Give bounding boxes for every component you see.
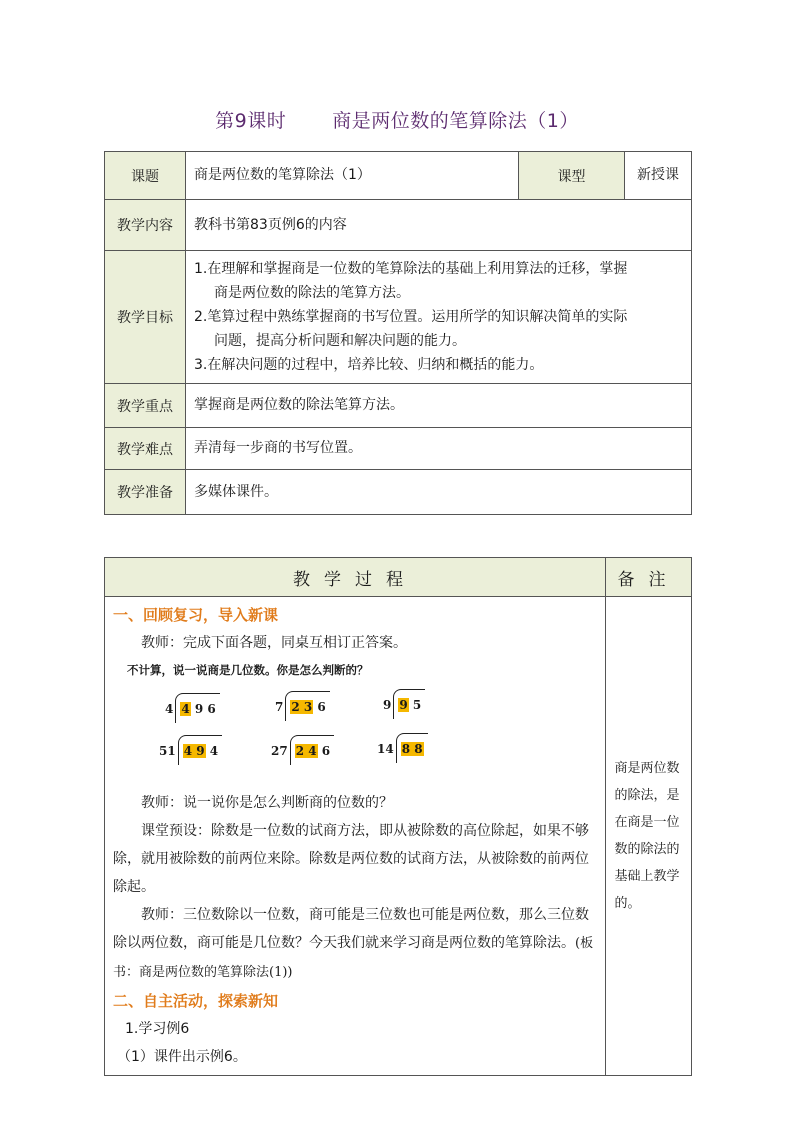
topic-value: 商是两位数的笔算除法（1）: [186, 152, 519, 200]
remark-cell: [606, 597, 692, 1076]
lesson-info-table: [104, 151, 692, 515]
division-problem: 4 4 9 6: [165, 693, 220, 723]
goals-list: [186, 251, 692, 384]
paragraph: 教师：完成下面各题，同桌互相订正答案。: [141, 635, 407, 651]
lesson-number: 第9课时: [215, 110, 287, 132]
content-value: 教科书第83页例6的内容: [186, 200, 692, 251]
topic-label: 课题: [105, 152, 186, 200]
division-exercises: [127, 679, 595, 789]
difficulty-label: 教学难点: [105, 428, 186, 470]
division-problem: 14 8 8: [377, 733, 428, 763]
section-explore: 二、自主活动，探索新知: [113, 992, 279, 1010]
key-label: 教学重点: [105, 384, 186, 428]
goal-line: 1.在理解和掌握商是一位数的笔算除法的基础上利用算法的迁移，掌握: [194, 261, 628, 277]
type-value: 新授课: [625, 152, 692, 200]
division-problem: 7 2 3 6: [275, 691, 330, 721]
goals-label: 教学目标: [105, 251, 186, 384]
board-note: (板书：商是两位数的笔算除法(1)): [113, 936, 594, 980]
paragraph: 课堂预设：除数是一位数的试商方法，即从被除数的高位除起，如果不够除，就用被除数的前两位来除。除数是两位数的试商方法，从被除数的前两位除起。: [113, 823, 589, 895]
goal-line: 问题，提高分析问题和解决问题的能力。: [214, 333, 466, 349]
remark-text: 商是两位数的除法，是在商是一位数的除法的基础上教学的。: [614, 761, 680, 911]
division-problem: 27 2 4 6: [271, 735, 334, 765]
content-label: 教学内容: [105, 200, 186, 251]
type-label: 课型: [519, 152, 625, 200]
process-header: 教学过程: [105, 558, 606, 597]
division-problem: 51 4 9 4: [159, 735, 222, 765]
paragraph: 1.学习例6: [125, 1021, 190, 1037]
prep-value: 多媒体课件。: [186, 470, 692, 515]
division-problem: 9 9 5: [383, 689, 425, 719]
page-title: [0, 106, 794, 133]
teaching-process-table: [104, 557, 692, 1076]
process-content: [105, 597, 606, 1076]
difficulty-value: 弄清每一步商的书写位置。: [186, 428, 692, 470]
goal-line: 商是两位数的除法的笔算方法。: [214, 285, 410, 301]
note-header: 备注: [606, 558, 692, 597]
paragraph: 教师：三位数除以一位数，商可能是三位数也可能是两位数，那么三位数除以两位数，商可能是几位数？今天我们就来学习商是两位数的笔算除法。(板书：商是两位数的笔算除法(1)): [113, 907, 594, 980]
section-review: 一、回顾复习，导入新课: [113, 606, 279, 624]
goal-line: 3.在解决问题的过程中，培养比较、归纳和概括的能力。: [194, 357, 544, 373]
paragraph: 教师：说一说你是怎么判断商的位数的？: [141, 795, 393, 811]
goal-line: 2.笔算过程中熟练掌握商的书写位置。运用所学的知识解决简单的实际: [194, 309, 628, 325]
prep-label: 教学准备: [105, 470, 186, 515]
paragraph: （1）课件出示例6。: [117, 1049, 247, 1065]
quiz-title: 不计算，说一说商是几位数。你是怎么判断的？: [127, 663, 369, 677]
key-value: 掌握商是两位数的除法笔算方法。: [186, 384, 692, 428]
lesson-title: 商是两位数的笔算除法（1）: [332, 110, 579, 132]
